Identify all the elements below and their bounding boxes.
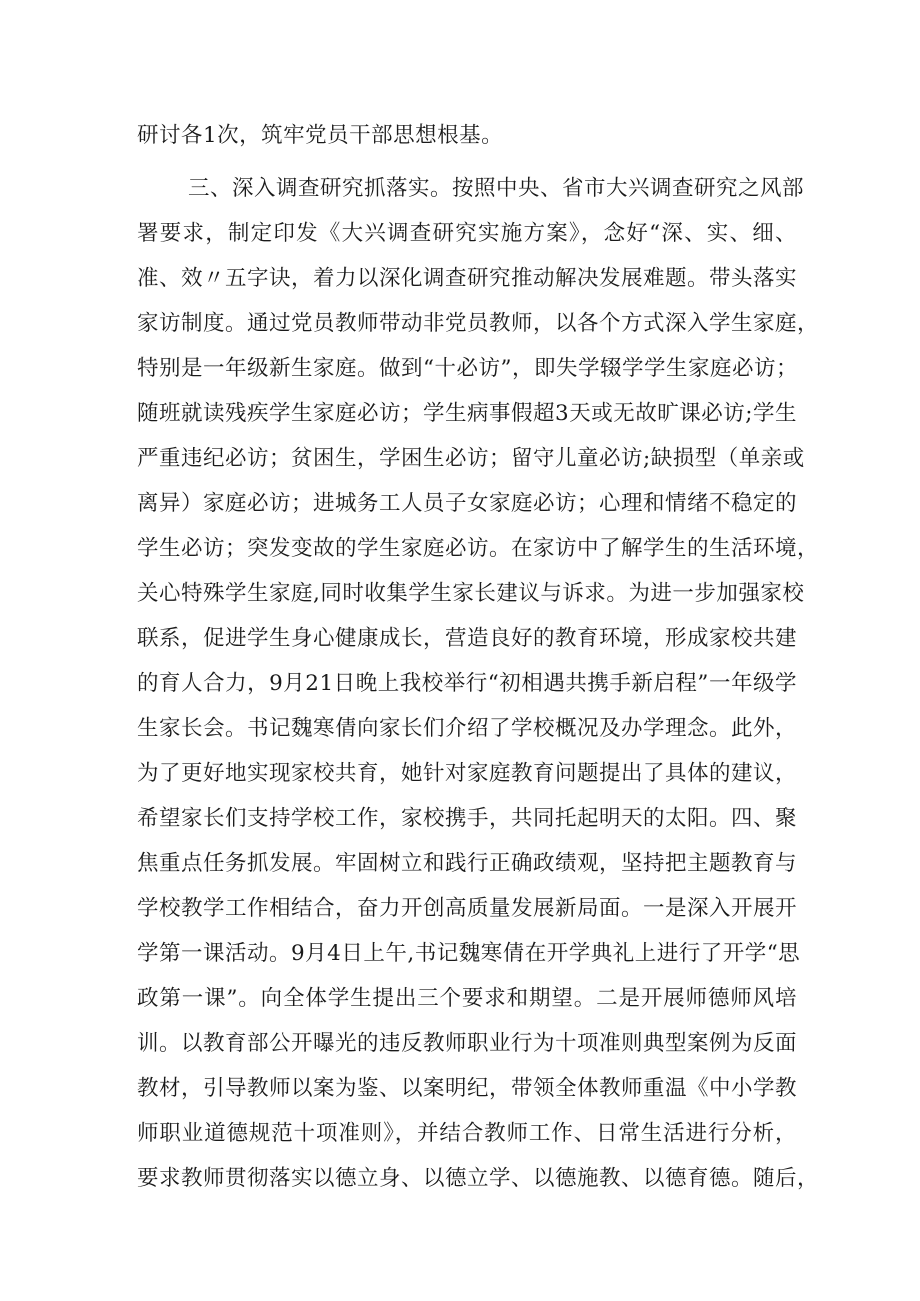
- text-line: 政第一课”。向全体学生提出三个要求和期望。二是开展师德师风培: [137, 986, 797, 1011]
- text-line: 特别是一年级新生家庭。做到“十必访”，即失学辍学学生家庭必访；: [137, 356, 798, 381]
- text-line: 焦重点任务抓发展。牢固树立和践行正确政绩观，坚持把主题教育与: [137, 851, 798, 876]
- paragraph-first-line: 三、深入调查研究抓落实。按照中央、省市大兴调查研究之风部: [188, 176, 805, 201]
- text-line: 学校教学工作相结合，奋力开创高质量发展新局面。一是深入开展开: [137, 896, 798, 921]
- text-line: 严重违纪必访；贫困生，学困生必访；留守儿童必访;缺损型（单亲或: [137, 446, 805, 471]
- text-line: 学第一课活动。9月4日上午,书记魏寒倩在开学典礼上进行了开学“思: [137, 941, 801, 966]
- text-line: 要求教师贯彻落实以德立身、以德立学、以德施教、以德育德。随后，: [137, 1166, 820, 1191]
- text-line: 离异）家庭必访；进城务工人员子女家庭必访；心理和情绪不稳定的: [137, 491, 798, 516]
- text-line: 准、效〃五字诀，着力以深化调查研究推动解决发展难题。带头落实: [137, 266, 798, 291]
- text-line: 教材，引导教师以案为鉴、以案明纪，带领全体教师重温《中小学教: [137, 1076, 798, 1101]
- text-line: 学生必访；突发变故的学生家庭必访。在家访中了解学生的生活环境，: [137, 536, 820, 561]
- text-line: 生家长会。书记魏寒倩向家长们介绍了学校概况及办学理念。此外，: [137, 716, 798, 741]
- text-line: 署要求，制定印发《大兴调查研究实施方案》，念好“深、实、细、: [137, 221, 797, 246]
- text-line: 训。以教育部公开曝光的违反教师职业行为十项准则典型案例为反面: [137, 1031, 798, 1056]
- text-line: 随班就读残疾学生家庭必访；学生病事假超3天或无故旷课必访;学生: [137, 401, 797, 426]
- text-line: 为了更好地实现家校共育，她针对家庭教育问题提出了具体的建议，: [137, 761, 798, 786]
- text-line: 希望家长们支持学校工作，家校携手，共同托起明天的太阳。四、聚: [137, 806, 798, 831]
- text-line: 师职业道德规范十项准则》，并结合教师工作、日常生活进行分析，: [137, 1121, 797, 1146]
- text-line: 联系，促进学生身心健康成长，营造良好的教育环境，形成家校共建: [137, 626, 798, 651]
- text-line: 的育人合力，9月21日晚上我校举行“初相遇共携手新启程”一年级学: [137, 671, 797, 696]
- text-line: 研讨各1次，筑牢党员干部思想根基。: [137, 123, 504, 148]
- text-line: 家访制度。通过党员教师带动非党员教师，以各个方式深入学生家庭，: [137, 311, 820, 336]
- text-line: 关心特殊学生家庭,同时收集学生家长建议与诉求。为进一步加强家校: [137, 581, 805, 606]
